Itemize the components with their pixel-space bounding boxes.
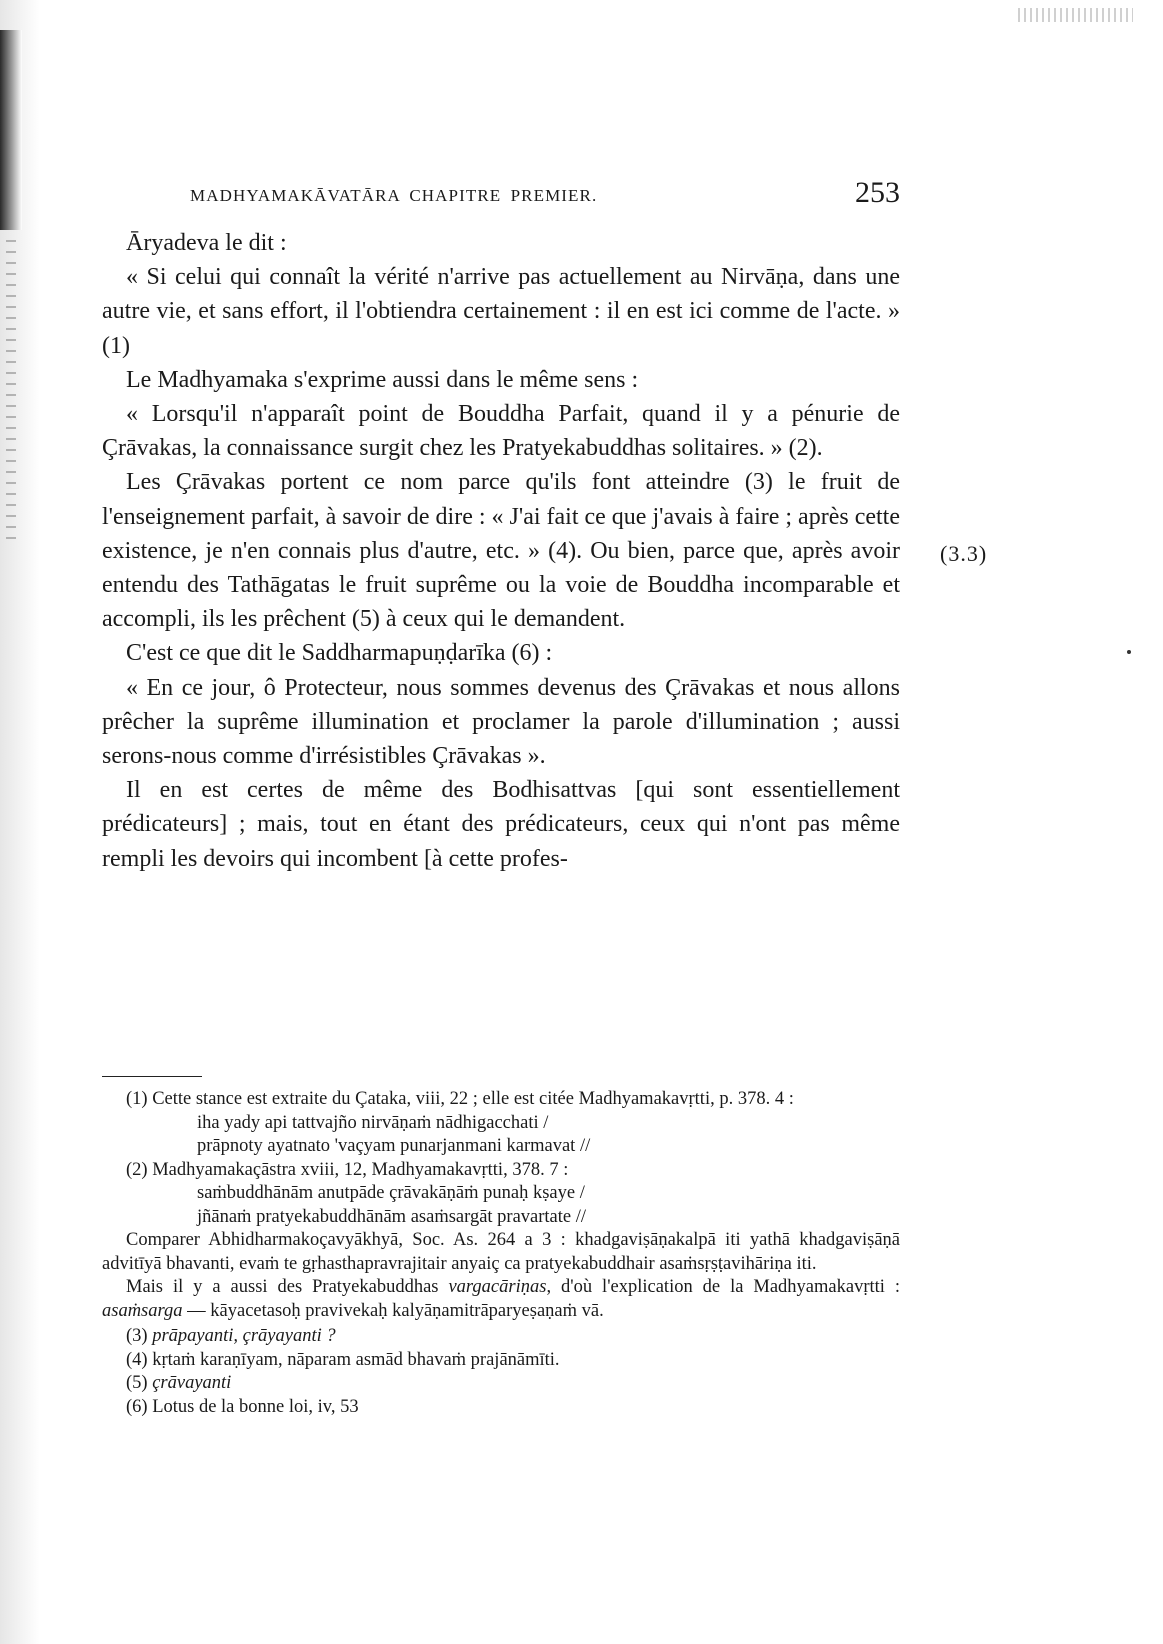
footnotes — [102, 1088, 900, 1419]
paragraph: C'est ce que dit le Saddharmapuṇḍarīka (6) : — [126, 640, 553, 667]
footnote-number: (3) — [126, 1326, 153, 1346]
footnote-1-verse-line: prāpnoty ayatnato 'vaçyam punarjanmani karmavat // — [197, 1136, 591, 1156]
running-head-title: MADHYAMAKĀVATĀRA CHAPITRE PREMIER. — [190, 186, 598, 205]
footnote-text: Mais il y a aussi des Pratyekabuddhas — [126, 1277, 449, 1297]
footnote-text: — kāyacetasoḥ pravivekaḥ kalyāṇamitrāparyeṣaṇaṁ vā. — [182, 1300, 604, 1321]
footnote-6: (6) Lotus de la bonne loi, iv, 53 — [126, 1396, 359, 1417]
footnote-term: prāpayanti, çrāyayanti ? — [152, 1326, 336, 1346]
page-number: 253 — [855, 176, 900, 209]
footnote-2-note — [102, 1276, 900, 1323]
footnote-5 — [102, 1372, 900, 1396]
footnote-term: vargacāriṇas — [448, 1277, 547, 1297]
binding-speckles — [6, 240, 16, 540]
binding-shadow — [0, 30, 22, 230]
footnote-2: (2) Madhyamakaçāstra xviii, 12, Madhyamakavṛtti, 378. 7 : — [126, 1159, 569, 1180]
page-binding-edge — [0, 0, 40, 1644]
footnote-4: (4) kṛtaṁ karaṇīyam, nāparam asmād bhavaṁ prajānāmīti. — [126, 1349, 560, 1370]
main-text — [102, 226, 900, 876]
paragraph: Āryadeva le dit : — [126, 230, 287, 256]
paragraph: « Si celui qui connaît la vérité n'arrive pas actuellement au Nirvāṇa, dans une autre vie, et sans effort, il l'obtiendra certainement : il en est ici comme de l'acte. » (1) — [102, 264, 900, 359]
running-head — [190, 176, 910, 216]
footnote-term: çrāvayanti — [152, 1373, 232, 1393]
footnote-divider — [102, 1076, 202, 1077]
scan-corner-mark — [1018, 8, 1133, 22]
footnote-2-verse-line: jñānaṁ pratyekabuddhānām asaṁsargāt pravartate // — [197, 1206, 587, 1227]
footnote-1-verse-line: iha yady api tattvajño nirvāṇaṁ nādhigacchati / — [197, 1112, 549, 1133]
paragraph: Les Çrāvakas portent ce nom parce qu'ils font atteindre (3) le fruit de l'enseignement parfait, à savoir de dire : « J'ai fait ce que j'avais à faire ; après cette existence, je n'en connais plus d'autre, etc. » (4). Ou bien, parce que, après avoir entendu des Tathāgatas le fruit suprême ou la voie de Bouddha incomparable et accompli, ils les prêchent (5) à ceux qui le demandent. — [102, 469, 900, 633]
footnote-1: (1) Cette stance est extraite du Çataka, viii, 22 ; elle est citée Madhyamakavṛtti, p. 378. 4 : — [126, 1089, 794, 1109]
footnote-2-verse-line: saṁbuddhānām anutpāde çrāvakāṇāṁ punaḥ kṣaye / — [197, 1183, 585, 1203]
footnote-text: , d'où l'explication de la Madhyamakavṛtti : — [546, 1277, 900, 1297]
footnote-2-compare: Comparer Abhidharmakoçavyākhyā, Soc. As. 264 a 3 : khadgaviṣāṇakalpā iti yathā khadgaviṣāṇā advitīyā bhavanti, evaṁ te gṛhasthapravrajitair anyaiç ca pratyekabuddhair asaṁsṛṣṭavihāriṇa iti. — [102, 1230, 900, 1274]
paragraph: « Lorsqu'il n'apparaît point de Bouddha Parfait, quand il y a pénurie de Çrāvakas, la connaissance surgit chez les Pratyekabuddhas solitaires. » (2). — [102, 401, 900, 462]
footnote-term: asaṁsarga — [102, 1300, 183, 1321]
paragraph: Le Madhyamaka s'exprime aussi dans le même sens : — [126, 366, 639, 393]
footnote-3 — [102, 1325, 900, 1349]
paragraph: « En ce jour, ô Protecteur, nous sommes devenus des Çrāvakas et nous allons prêcher la suprême illumination et proclamer la parole d'illumination ; aussi serons-nous comme d'irrésistibles Çrāvakas ». — [102, 674, 900, 770]
scan-dot — [1127, 650, 1131, 654]
marginal-reference: (3.3) — [940, 541, 988, 566]
footnote-number: (5) — [126, 1373, 153, 1393]
paragraph: Il en est certes de même des Bodhisattvas [qui sont essentiellement prédicateurs] ; mais, tout en étant des prédicateurs, ceux qui n'ont pas même rempli les devoirs qui incombent [à cette profes- — [102, 777, 900, 872]
